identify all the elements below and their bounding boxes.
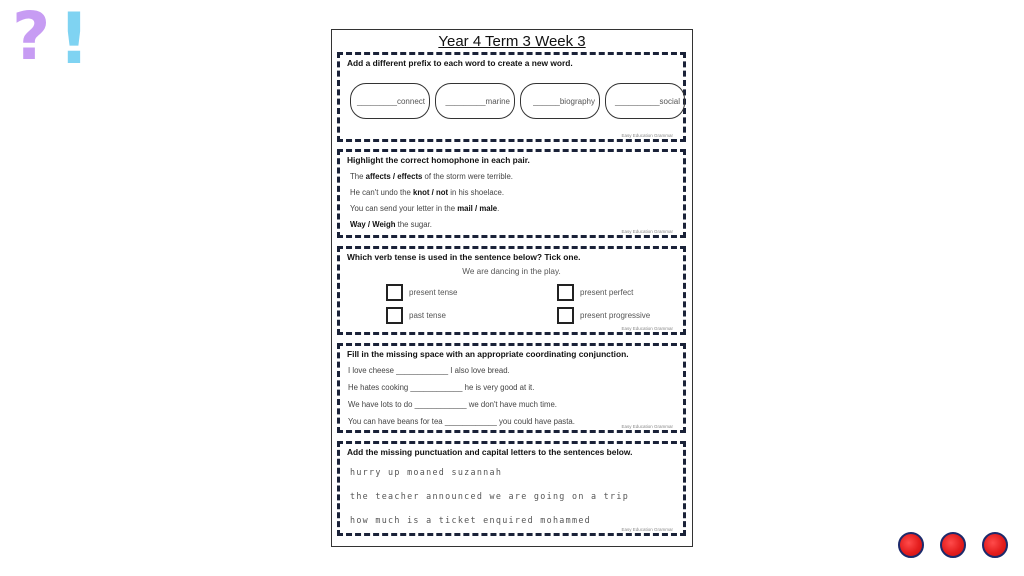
- tense-sentence: We are dancing in the play.: [462, 267, 561, 276]
- homophone-sentence: You can send your letter in the mail / male.: [350, 204, 500, 213]
- question-mark-icon: ?: [12, 0, 51, 75]
- homophone-section: [337, 149, 686, 238]
- conjunction-sentence: You can have beans for tea ____________ you could have pasta.: [348, 417, 575, 426]
- credit-label: Easy Education Grammar: [621, 424, 673, 429]
- conjunction-sentence: We have lots to do ____________ we don't have much time.: [348, 400, 557, 409]
- homophone-choice: mail / male: [457, 204, 498, 213]
- prefix-word-pill: _________connect: [350, 83, 430, 119]
- prefix-word-pill: __________social: [605, 83, 685, 119]
- worksheet-title: Year 4 Term 3 Week 3: [438, 33, 586, 50]
- prefix-section: [337, 52, 686, 142]
- tick-box[interactable]: [557, 307, 574, 324]
- prefix-word-pill: _________marine: [435, 83, 515, 119]
- tick-box[interactable]: [386, 307, 403, 324]
- tick-box[interactable]: [557, 284, 574, 301]
- homophone-heading: Highlight the correct homophone in each pair.: [347, 155, 530, 165]
- tense-option: present tense: [386, 284, 457, 301]
- tense-option: past tense: [386, 307, 446, 324]
- punctuation-heading: Add the missing punctuation and capital letters to the sentences below.: [347, 447, 633, 457]
- punctuation-sentence: the teacher announced we are going on a trip: [350, 491, 630, 501]
- homophone-sentence: The affects / effects of the storm were terrible.: [350, 172, 513, 181]
- red-dot-icon[interactable]: [898, 532, 924, 558]
- tense-option: present perfect: [557, 284, 633, 301]
- credit-label: Easy Education Grammar: [621, 326, 673, 331]
- homophone-choice: knot / not: [413, 188, 449, 197]
- slide-dots: [898, 532, 1008, 558]
- red-dot-icon[interactable]: [940, 532, 966, 558]
- tick-box[interactable]: [386, 284, 403, 301]
- tense-option: present progressive: [557, 307, 650, 324]
- red-dot-icon[interactable]: [982, 532, 1008, 558]
- conjunction-sentence: I love cheese ____________ I also love bread.: [348, 366, 510, 375]
- conjunction-sentence: He hates cooking ____________ he is very good at it.: [348, 383, 535, 392]
- punctuation-sentence: hurry up moaned suzannah: [350, 467, 503, 477]
- credit-label: Easy Education Grammar: [621, 229, 673, 234]
- homophone-sentence: He can't undo the knot / not in his shoelace.: [350, 188, 505, 197]
- prefix-heading: Add a different prefix to each word to create a new word.: [347, 58, 573, 68]
- exclamation-mark-icon: !: [58, 0, 90, 80]
- credit-label: Easy Education Grammar: [621, 527, 673, 532]
- punctuation-section: [337, 441, 686, 536]
- verb-tense-section: [337, 246, 686, 335]
- conjunction-heading: Fill in the missing space with an appropriate coordinating conjunction.: [347, 349, 629, 359]
- punctuation-sentence: how much is a ticket enquired mohammed: [350, 515, 592, 525]
- prefix-word-pill: ______biography: [520, 83, 600, 119]
- worksheet: [331, 29, 693, 547]
- homophone-choice: affects / effects: [365, 172, 423, 181]
- homophone-sentence: Way / Weigh the sugar.: [350, 220, 432, 229]
- verb-tense-heading: Which verb tense is used in the sentence below? Tick one.: [347, 252, 581, 262]
- credit-label: Easy Education Grammar: [621, 133, 673, 138]
- quiz-logo: [8, 0, 94, 82]
- conjunction-section: [337, 343, 686, 433]
- homophone-choice: Way / Weigh: [350, 220, 396, 229]
- prefix-word-list: [350, 83, 685, 119]
